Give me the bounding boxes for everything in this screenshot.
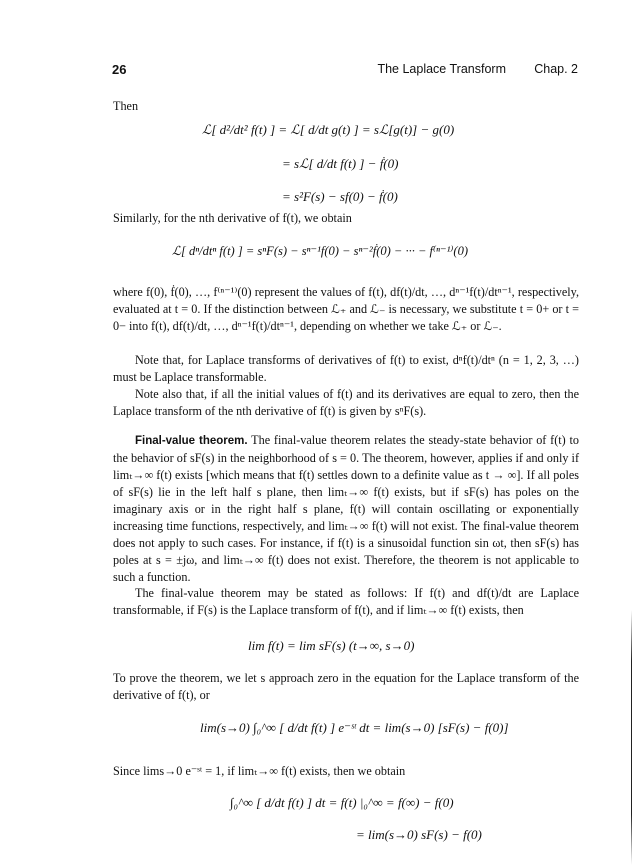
equation-second-derivative-line2: = sℒ[ d/dt f(t) ] − ḟ(0) [282, 156, 399, 171]
page-edge-shadow [631, 610, 632, 865]
final-value-theorem-paragraph [113, 432, 579, 586]
final-value-theorem-body: The final-value theorem relates the steady-state behavior of f(t) to the behavior of sF(s) in the neighborhood of s = 0. The theorem, however, applies if and only if limₜ→∞ f(t) exists [which means that f(t) settles down to a definite value as t → ∞]. If all poles of sF(s) lie in the left half s plane, then limₜ→∞ f(t) exists, but if sF(s) has poles on the imaginary axis or in the right half s plane, f(t) will contain oscillating or exponentially increasing time functions, respectively, and limₜ→∞ f(t) will not exist. The final-value theorem does not apply to such cases. For instance, if f(t) is a sinusoidal function sin ωt, then sF(s) has poles at s = ±jω, and limₜ→∞ f(t) does not exist. Therefore, the theorem is not applicable to such a function. [113, 433, 579, 584]
equation-second-derivative-line1: ℒ[ d²/dt² f(t) ] = ℒ[ d/dt g(t) ] = sℒ[g(t)] − g(0) [202, 122, 455, 137]
equation-integral-evaluation-line1: ∫₀^∞ [ d/dt f(t) ] dt = f(t) |₀^∞ = f(∞) − f(0) [230, 795, 454, 810]
where-paragraph: where f(0), ḟ(0), …, f⁽ⁿ⁻¹⁾(0) represent the values of f(t), df(t)/dt, …, dⁿ⁻¹f(t)/dtⁿ⁻¹, respectively, evaluated at t = 0. If the distinction between ℒ₊ and ℒ₋ is necessary, we substitute t = 0+ or t = 0− into f(t), df(t)/dt, …, dⁿ⁻¹f(t)/dtⁿ⁻¹, depending on whether we take ℒ₊ or ℒ₋. [113, 285, 579, 333]
then-text: Then [113, 99, 139, 113]
equation-limit-integral: lim(s→0) ∫₀^∞ [ d/dt f(t) ] e⁻ˢᵗ dt = lim(s→0) [sF(s) − f(0)] [200, 720, 509, 735]
equation-final-value: lim f(t) = lim sF(s) (t→∞, s→0) [248, 638, 415, 653]
final-value-theorem-statement: The final-value theorem may be stated as follows: If f(t) and df(t)/dt are Laplace transformable, if F(s) is the Laplace transform of f(t), and if limₜ→∞ f(t) exists, then [113, 586, 579, 617]
final-value-theorem-heading: Final-value theorem. [135, 435, 248, 447]
running-title: The Laplace Transform [377, 62, 506, 76]
note-zero-initial-values: Note also that, if all the initial values of f(t) and its derivatives are equal to zero, then the Laplace transform of the nth derivative of f(t) is given by sⁿF(s). [113, 387, 579, 418]
equation-integral-evaluation-line2: = lim(s→0) sF(s) − f(0) [356, 827, 482, 842]
similarly-text: Similarly, for the nth derivative of f(t), we obtain [113, 211, 352, 225]
page-header [112, 62, 578, 82]
since-text: Since lims→0 e⁻ˢᵗ = 1, if limₜ→∞ f(t) exists, then we obtain [113, 764, 406, 778]
equation-second-derivative-line3: = s²F(s) − sf(0) − ḟ(0) [282, 189, 398, 204]
proof-intro-text: To prove the theorem, we let s approach zero in the equation for the Laplace transform of the derivative of f(t), or [113, 671, 579, 702]
note-derivatives-transformable: Note that, for Laplace transforms of derivatives of f(t) to exist, dⁿf(t)/dtⁿ (n = 1, 2, 3, …) must be Laplace transformable. [113, 353, 579, 384]
equation-nth-derivative: ℒ[ dⁿ/dtⁿ f(t) ] = sⁿF(s) − sⁿ⁻¹f(0) − sⁿ⁻²ḟ(0) − ··· − f⁽ⁿ⁻¹⁾(0) [172, 244, 468, 258]
chapter-label: Chap. 2 [534, 62, 578, 76]
page-number: 26 [112, 62, 127, 77]
